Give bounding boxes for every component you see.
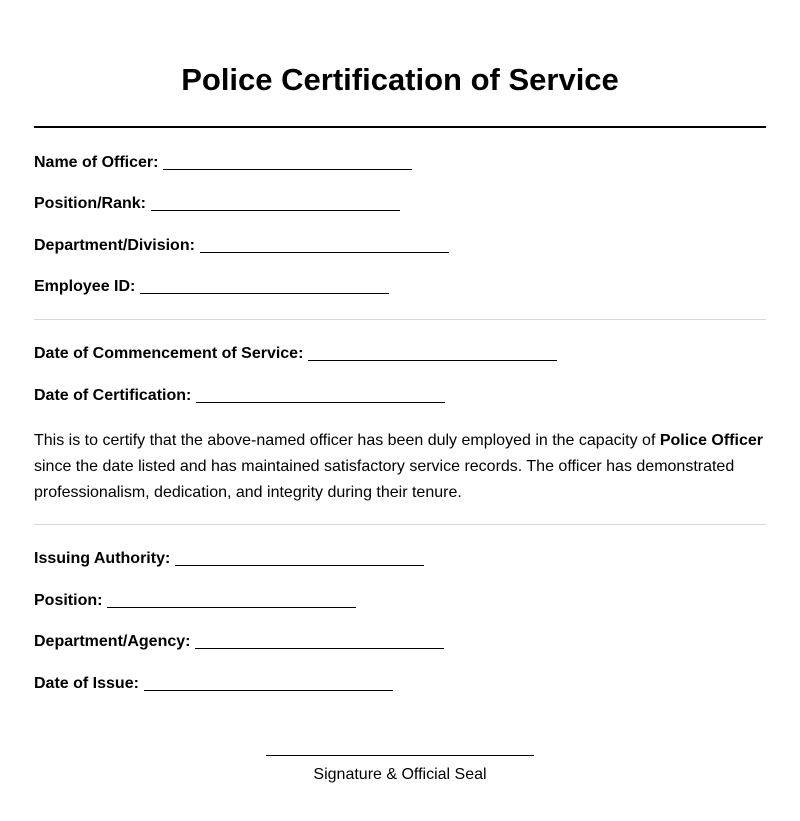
- issuing-authority-label: Issuing Authority:: [34, 550, 171, 567]
- issuing-authority-blank[interactable]: [175, 551, 424, 566]
- department-agency-label: Department/Agency:: [34, 633, 191, 650]
- position-rank-label: Position/Rank:: [34, 195, 147, 212]
- date-of-certification-field: [34, 385, 445, 406]
- name-of-officer-field: [34, 152, 412, 173]
- date-of-commencement-blank[interactable]: [308, 346, 557, 361]
- authority-position-blank[interactable]: [107, 593, 356, 608]
- signature-label: Signature & Official Seal: [313, 766, 487, 783]
- date-of-issue-field: [34, 673, 393, 694]
- document-title: Police Certification of Service: [181, 62, 619, 97]
- department-division-field: [34, 235, 449, 256]
- position-rank-blank[interactable]: [151, 196, 400, 211]
- date-of-commencement-field: [34, 343, 557, 364]
- section-divider-2: [34, 524, 766, 525]
- authority-position-field: [34, 590, 356, 611]
- position-rank-field: [34, 193, 400, 214]
- section-divider-1: [34, 319, 766, 320]
- statement-part-1: This is to certify that the above-named officer has been duly employed in the capacity of: [34, 432, 660, 449]
- date-of-commencement-label: Date of Commencement of Service:: [34, 345, 304, 362]
- date-of-issue-label: Date of Issue:: [34, 675, 139, 692]
- authority-position-label: Position:: [34, 592, 103, 609]
- employee-id-field: [34, 276, 389, 297]
- department-agency-blank[interactable]: [195, 634, 444, 649]
- statement-capacity: Police Officer: [659, 432, 763, 449]
- date-of-certification-blank[interactable]: [196, 388, 445, 403]
- statement-part-2: since the date listed and has maintained satisfactory service records. The officer has demonstrated professionalism, dedication, and integrity during their tenure.: [34, 458, 735, 501]
- date-of-issue-blank[interactable]: [144, 676, 393, 691]
- name-of-officer-label: Name of Officer:: [34, 154, 159, 171]
- date-of-certification-label: Date of Certification:: [34, 387, 192, 404]
- issuing-authority-field: [34, 548, 424, 569]
- signature-line[interactable]: [266, 755, 534, 756]
- title-divider: [34, 126, 766, 128]
- employee-id-label: Employee ID:: [34, 278, 136, 295]
- certification-statement: [34, 428, 774, 506]
- department-division-label: Department/Division:: [34, 237, 195, 254]
- name-of-officer-blank[interactable]: [163, 155, 412, 170]
- department-agency-field: [34, 631, 444, 652]
- employee-id-blank[interactable]: [140, 279, 389, 294]
- department-division-blank[interactable]: [200, 238, 449, 253]
